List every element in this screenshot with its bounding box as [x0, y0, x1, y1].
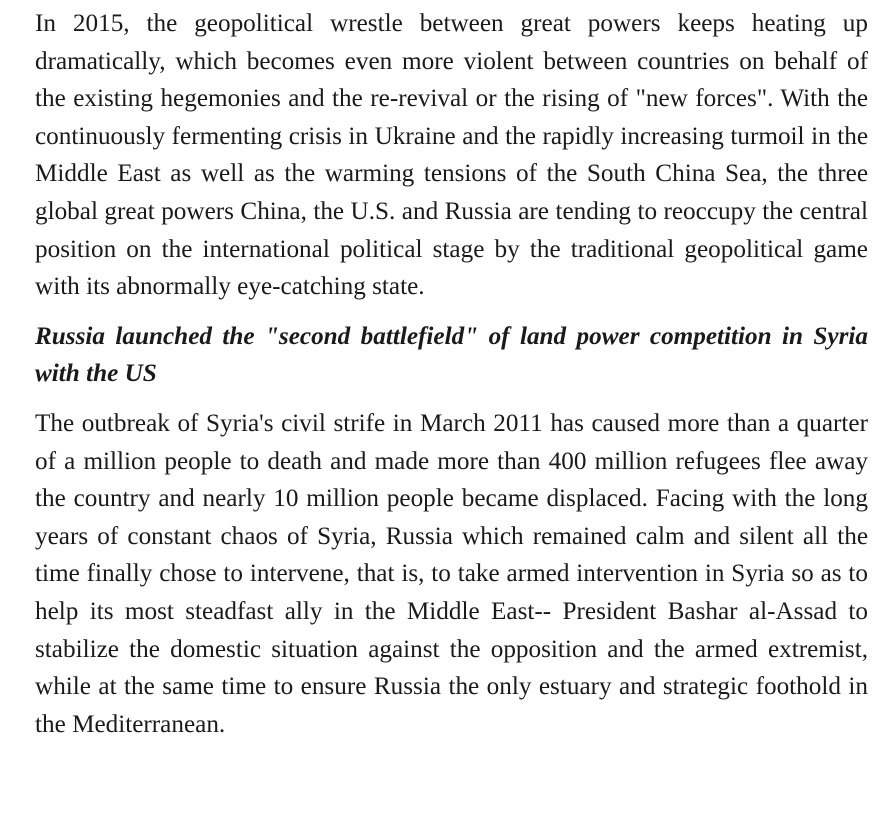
- syria-paragraph: The outbreak of Syria's civil strife in March 2011 has caused more than a quarter of a million people to death and made more than 400 million refugees flee away the country and nearly 10 million people became displaced. Facing with the long years of constant chaos of Syria, Russia which remained calm and silent all the time finally chose to intervene, that is, to take armed intervention in Syria so as to help its most steadfast ally in the Middle East-- President Bashar al-Assad to stabilize the domestic situation against the opposition and the armed extremist, while at the same time to ensure Russia the only estuary and strategic foothold in the Mediterranean.: [35, 409, 868, 738]
- intro-paragraph: In 2015, the geopolitical wrestle between great powers keeps heating up dramatically, which becomes even more violent between countries on behalf of the existing hegemonies and the re-revival or the rising of "new forces". With the continuously fermenting crisis in Ukraine and the rapidly increasing turmoil in the Middle East as well as the warming tensions of the South China Sea, the three global great powers China, the U.S. and Russia are tending to reoccupy the central position on the international political stage by the traditional geopolitical game with its abnormally eye-catching state.: [35, 10, 868, 301]
- section-heading: Russia launched the "second battlefield" of land power competition in Syria with the US: [35, 322, 868, 388]
